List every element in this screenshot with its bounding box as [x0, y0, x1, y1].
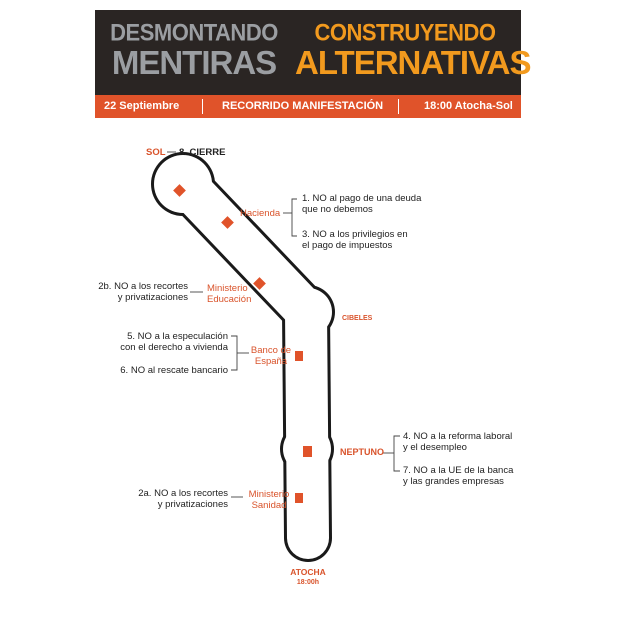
- title-left-small: DESMONTANDO: [110, 18, 278, 46]
- strip-time: 18:00 Atocha-Sol: [424, 100, 513, 112]
- stop-marker-sanidad: [295, 493, 303, 503]
- claim-7-line2: y las grandes empresas: [403, 476, 504, 487]
- stop-marker-banco: [295, 351, 303, 361]
- stop-ministerio-sanidad-line2: Sanidad: [251, 500, 287, 511]
- claim-4-line1: 4. NO a la reforma laboral: [403, 431, 513, 442]
- cierre-label: 8. CIERRE: [179, 147, 226, 158]
- stop-ministerio-sanidad: [243, 489, 295, 511]
- title-right-big: ALTERNATIVAS: [295, 44, 531, 81]
- claim-6: 6. NO al rescate bancario: [120, 365, 228, 376]
- claim-1: [302, 193, 421, 215]
- claim-5-line2: con el derecho a vivienda: [120, 342, 228, 353]
- claim-2b-line2: y privatizaciones: [117, 292, 188, 303]
- stop-ministerio-educacion: [207, 283, 251, 305]
- atocha-label: ATOCHA: [290, 567, 326, 577]
- stop-ministerio-educacion-line2: Educación: [207, 294, 252, 305]
- claim-7: [403, 465, 513, 487]
- claim-3: [302, 229, 408, 251]
- stop-marker-neptuno: [303, 446, 312, 457]
- title-right-small: CONSTRUYENDO: [314, 18, 496, 46]
- claim-1-line2: que no debemos: [302, 204, 373, 215]
- claim-1-line1: 1. NO al pago de una deuda: [302, 193, 422, 204]
- claim-5: [100, 331, 228, 353]
- cibeles-label: CIBELES: [342, 315, 373, 322]
- title-left-big: MENTIRAS: [111, 44, 277, 81]
- stop-ministerio-sanidad-line1: Ministerio: [248, 489, 290, 500]
- claim-5-line1: 5. NO a la especulación: [127, 331, 228, 342]
- claim-7-line1: 7. NO a la UE de la banca: [403, 465, 514, 476]
- atocha-time: 18:00h: [296, 579, 320, 586]
- stop-hacienda: Hacienda: [240, 208, 281, 219]
- claim-3-line2: el pago de impuestos: [302, 240, 393, 251]
- claim-4: [403, 431, 512, 453]
- sol-label: SOL: [146, 147, 166, 158]
- claim-2b: [80, 281, 188, 303]
- claim-2a: [100, 488, 228, 510]
- strip-title: RECORRIDO MANIFESTACIÓN: [222, 100, 384, 112]
- claim-3-line1: 3. NO a los privilegios en: [302, 229, 408, 240]
- strip-date: 22 Septiembre: [104, 100, 180, 112]
- claim-2a-line2: y privatizaciones: [157, 499, 228, 510]
- stop-banco-espana-line1: Banco de: [250, 345, 292, 356]
- claim-4-line2: y el desempleo: [403, 442, 467, 453]
- claim-2b-line1: 2b. NO a los recortes: [98, 281, 188, 292]
- claim-2a-line1: 2a. NO a los recortes: [138, 488, 228, 499]
- stop-banco-espana: [247, 345, 295, 367]
- neptuno-label: NEPTUNO: [340, 447, 385, 457]
- stop-ministerio-educacion-line1: Ministerio: [207, 283, 248, 294]
- stop-banco-espana-line2: España: [254, 356, 288, 367]
